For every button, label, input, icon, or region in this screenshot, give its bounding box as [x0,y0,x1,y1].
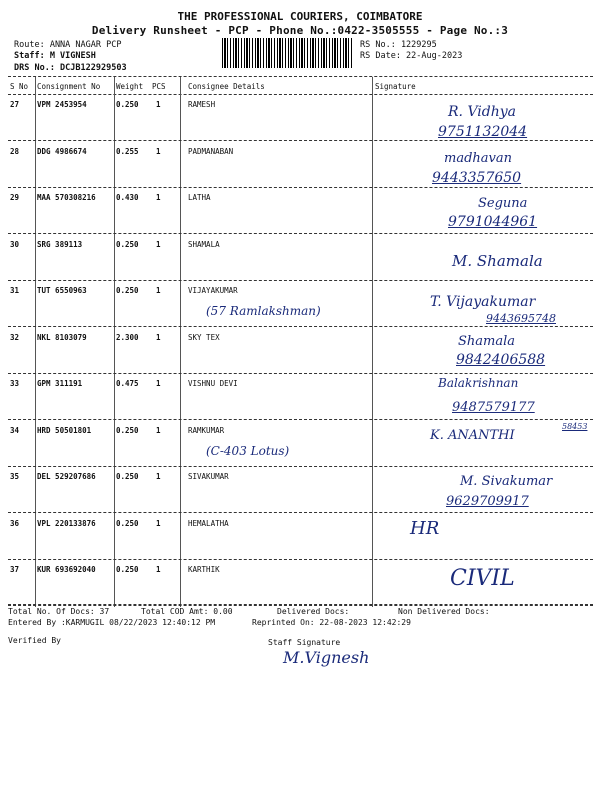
rs-date: RS Date: 22-Aug-2023 [360,51,463,61]
signature-name: T. Vijayakumar [430,294,536,310]
signature-phone: 9443357650 [432,170,522,186]
reprinted-on: Reprinted On: 22-08-2023 12:42:29 [252,618,411,627]
entered-by: Entered By :KARMUGIL 08/22/2023 12:40:12 PM [8,618,216,627]
consignee-cell: PADMANABAN [188,146,234,156]
signature-name: HR [410,518,440,539]
weight-cell: 0.250 [116,472,139,481]
header-bottom-rule [8,94,593,95]
route-label: Route: ANNA NAGAR PCP [14,40,122,50]
sno-cell: 27 [10,100,20,109]
signature-name: M. Sivakumar [460,474,553,489]
pcs-cell: 1 [156,379,161,388]
weight-cell: 0.250 [116,239,139,249]
signature-name: Balakrishnan [438,376,519,390]
footer-rule [8,604,593,605]
row-divider [8,326,593,327]
row-divider [8,605,593,606]
consignment-cell: GPM 311191 [37,379,83,388]
consignee-cell: HEMALATHA [188,518,229,528]
col-pcs: PCS [152,82,166,91]
signature-name: K. ANANTHI [430,428,515,443]
col-sno: S No [10,82,29,91]
barcode [222,38,352,68]
sno-cell: 35 [10,472,20,481]
pcs-cell: 1 [156,100,161,109]
table-row [8,515,593,561]
row-divider [8,559,593,560]
consignee-cell: RAMKUMAR [188,425,225,435]
signature-name: madhavan [444,151,512,166]
pcs-cell: 1 [156,146,161,156]
consignment-cell: MAA 570308216 [37,193,96,202]
col-signature: Signature [375,82,416,91]
row-divider [8,373,593,374]
signature-phone: 9443695748 [486,312,556,325]
pcs-cell: 1 [156,565,161,574]
signature-phone: 9842406588 [456,352,546,368]
consignment-cell: DEL 529207686 [37,472,96,481]
weight-cell: 0.255 [116,146,139,156]
consignee-cell: KARTHIK [188,565,220,574]
consignee-cell: LATHA [188,193,211,202]
signature-name: R. Vidhya [448,104,517,120]
consignment-cell: DDG 4986674 [37,146,87,156]
col-weight: Weight [116,82,144,91]
rs-number: RS No.: 1229295 [360,40,437,50]
pcs-cell: 1 [156,518,161,528]
weight-cell: 0.250 [116,425,139,435]
sno-cell: 36 [10,518,20,528]
signature-name: Seguna [478,196,528,211]
row-divider [8,187,593,188]
staff-label: Staff: M VIGNESH [14,51,96,61]
row-divider [8,233,593,234]
pcs-cell: 1 [156,472,161,481]
signature-phone: 9487579177 [452,400,535,415]
signature-phone: 9629709917 [446,494,529,509]
staff-signature: M.Vignesh [283,648,370,667]
weight-cell: 0.250 [116,286,139,295]
consignee-cell: SIVAKUMAR [188,472,229,481]
consignee-cell: VIJAYAKUMAR [188,286,238,295]
verified-by: Verified By [8,636,61,645]
pcs-cell: 1 [156,286,161,295]
consignment-cell: KUR 693692040 [37,565,96,574]
weight-cell: 0.475 [116,379,139,388]
consignment-cell: NKL 8103079 [37,332,87,342]
weight-cell: 0.430 [116,193,139,202]
drs-number: DRS No.: DCJB122929503 [14,63,127,73]
sno-cell: 32 [10,332,20,342]
handwritten-note: (C-403 Lotus) [206,443,290,458]
signature-name: Shamala [458,334,516,349]
consignee-cell: SKY TEX [188,332,220,342]
sno-cell: 29 [10,193,20,202]
consignee-cell: RAMESH [188,100,216,109]
col-consignee: Consignee Details [188,82,265,91]
non-delivered-docs: Non Delivered Docs: [398,607,490,616]
sno-cell: 34 [10,425,20,435]
handwritten-note: (57 Ramlakshman) [206,304,321,318]
sno-cell: 30 [10,239,20,249]
signature-name: CIVIL [450,566,515,591]
row-divider [8,466,593,467]
weight-cell: 0.250 [116,100,139,109]
total-docs: Total No. Of Docs: 37 [8,607,110,616]
sno-cell: 33 [10,379,20,388]
cod-amount: Total COD Amt: 0.00 [141,607,233,616]
consignee-cell: SHAMALA [188,239,220,249]
row-divider [8,512,593,513]
signature-phone: 58453 [562,422,588,431]
consignment-cell: SRG 389113 [37,239,83,249]
sno-cell: 37 [10,565,20,574]
row-divider [8,419,593,420]
pcs-cell: 1 [156,425,161,435]
consignment-cell: TUT 6550963 [37,286,87,295]
sno-cell: 28 [10,146,20,156]
signature-name: M. Shamala [452,252,543,270]
company-title: THE PROFESSIONAL COURIERS, COIMBATORE [177,10,423,23]
weight-cell: 2.300 [116,332,139,342]
weight-cell: 0.250 [116,518,139,528]
consignment-cell: HRD 50501801 [37,425,92,435]
delivered-docs: Delivered Docs: [277,607,350,616]
col-consignment: Consignment No [37,82,101,91]
runsheet-subtitle: Delivery Runsheet - PCP - Phone No.:0422-3505555 - Page No.:3 [91,24,509,37]
pcs-cell: 1 [156,193,161,202]
consignment-cell: VPL 220133876 [37,518,96,528]
signature-phone: 9751132044 [438,124,528,140]
pcs-cell: 1 [156,332,161,342]
weight-cell: 0.250 [116,565,139,574]
consignee-cell: VISHNU DEVI [188,379,238,388]
staff-signature-label: Staff Signature [268,638,341,647]
pcs-cell: 1 [156,239,161,249]
row-divider [8,280,593,281]
sno-cell: 31 [10,286,20,295]
row-divider [8,140,593,141]
signature-phone: 9791044961 [448,214,538,230]
consignment-cell: VPM 2453954 [37,100,87,109]
table-top-rule [8,76,593,77]
